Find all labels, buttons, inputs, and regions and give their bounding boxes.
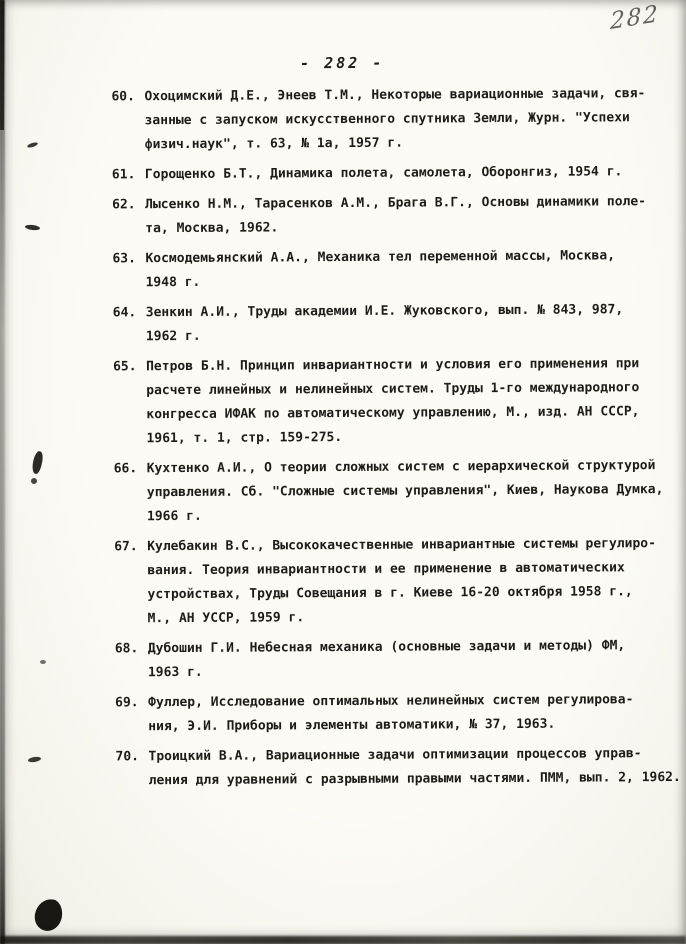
- entry-text: [147, 532, 686, 631]
- entry-line: Космодемьянский А.А., Механика тел переменной массы, Москва,: [145, 248, 616, 267]
- entry-text: [144, 82, 685, 157]
- reference-entry: [0, 244, 686, 296]
- entry-text: [148, 688, 686, 739]
- handwritten-page-number: 282: [610, 0, 660, 36]
- entry-line: Троицкий В.А., Вариационные задачи оптимизации процессов управ-: [148, 746, 642, 765]
- scan-edge-left: [0, 0, 5, 944]
- entry-number: 69.: [115, 695, 139, 711]
- entry-number: 62.: [112, 197, 136, 213]
- entry-number: 67.: [114, 539, 138, 555]
- reference-entry: [2, 454, 686, 530]
- entry-line: 1948 г.: [145, 274, 201, 291]
- entry-line: 1963 г.: [147, 664, 203, 681]
- entry-line: Петров Б.Н. Принцип инвариантности и условия его применения при: [146, 356, 640, 375]
- entry-number: 66.: [113, 461, 138, 477]
- entry-line: расчете линейных и нелинейных систем. Труды 1-го международного: [146, 380, 640, 399]
- entry-line: та, Москва, 1962.: [145, 220, 279, 237]
- entry-line: 1961, т. 1, стр. 159-275.: [146, 430, 343, 447]
- entry-number: 70.: [115, 749, 139, 765]
- entry-line: Кулебакин В.С., Высококачественные инвариантные системы регулиро-: [147, 536, 656, 555]
- entry-line: конгресса ИФАК по автоматическому управлению, М., изд. АН СССР,: [146, 404, 640, 423]
- entry-number: 63.: [112, 251, 136, 267]
- entry-text: [147, 454, 686, 529]
- entry-text: [148, 742, 686, 793]
- entry-line: Горощенко Б.Т., Динамика полета, самолета, Оборонгиз, 1954 г.: [144, 164, 623, 183]
- reference-entry: [3, 688, 686, 740]
- entry-line: Лысенко Н.М., Тарасенков А.М., Брага В.Г., Основы динамики поле-: [145, 194, 647, 213]
- entry-number: 68.: [114, 641, 139, 657]
- entry-line: Фуллер, Исследование оптимальных нелинейных систем регулирова-: [148, 692, 634, 711]
- entry-text: [146, 298, 686, 349]
- ink-smudge: [31, 478, 37, 484]
- reference-list: [0, 82, 686, 794]
- entry-number: 60.: [111, 89, 135, 105]
- entry-number: 65.: [113, 359, 137, 375]
- typed-page-number: - 282 -: [300, 53, 385, 73]
- entry-text: [148, 634, 686, 685]
- entry-text: [145, 244, 686, 295]
- reference-entry: [0, 82, 686, 158]
- reference-entry: [0, 160, 686, 188]
- reference-entry: [3, 742, 686, 794]
- entry-number: 64.: [112, 305, 137, 321]
- entry-text: [145, 190, 686, 241]
- entry-line: 1962 г.: [145, 328, 201, 345]
- entry-line: Охоцимский Д.Е., Энеев Т.М., Некоторые вариационные задачи, свя-: [144, 86, 646, 105]
- entry-line: физич.наук", т. 63, № 1а, 1957 г.: [144, 135, 404, 153]
- entry-line: 1966 г.: [146, 508, 202, 525]
- entry-number: 61.: [111, 167, 136, 183]
- entry-line: управления. Сб. "Сложные системы управления", Киев, Наукова Думка,: [146, 482, 664, 501]
- entry-line: Зенкин А.И., Труды академии И.Е. Жуковского, вып. № 843, 987,: [145, 302, 624, 321]
- entry-line: Дубошин Г.И. Небесная механика (основные задачи и методы) ФМ,: [147, 638, 626, 657]
- reference-entry: [1, 352, 686, 452]
- reference-entry: [3, 634, 686, 686]
- entry-line: занные с запуском искусственного спутника Земли, Журн. "Успехи: [144, 110, 630, 129]
- entry-line: устройствах, Труды Совещания в г. Киеве 16-20 октября 1958 г.,: [147, 584, 633, 603]
- entry-line: М., АН УССР, 1959 г.: [147, 610, 305, 627]
- entry-line: вания. Теория инвариантности и ее применение в автоматических: [147, 560, 625, 579]
- entry-line: ния, Э.И. Приборы и элементы автоматики, № 37, 1963.: [148, 716, 556, 735]
- reference-entry: [0, 190, 686, 242]
- entry-line: ления для уравнений с разрывными правыми частями. ПММ, вып. 2, 1962.: [148, 769, 681, 789]
- entry-text: [146, 352, 686, 451]
- reference-entry: [1, 298, 686, 350]
- reference-entry: [2, 532, 686, 632]
- scan-edge-bottom: [0, 936, 686, 944]
- entry-line: Кухтенко А.И., О теории сложных систем с иерархической структурой: [146, 458, 656, 477]
- entry-text: [145, 160, 686, 187]
- ink-smudge: [40, 660, 46, 664]
